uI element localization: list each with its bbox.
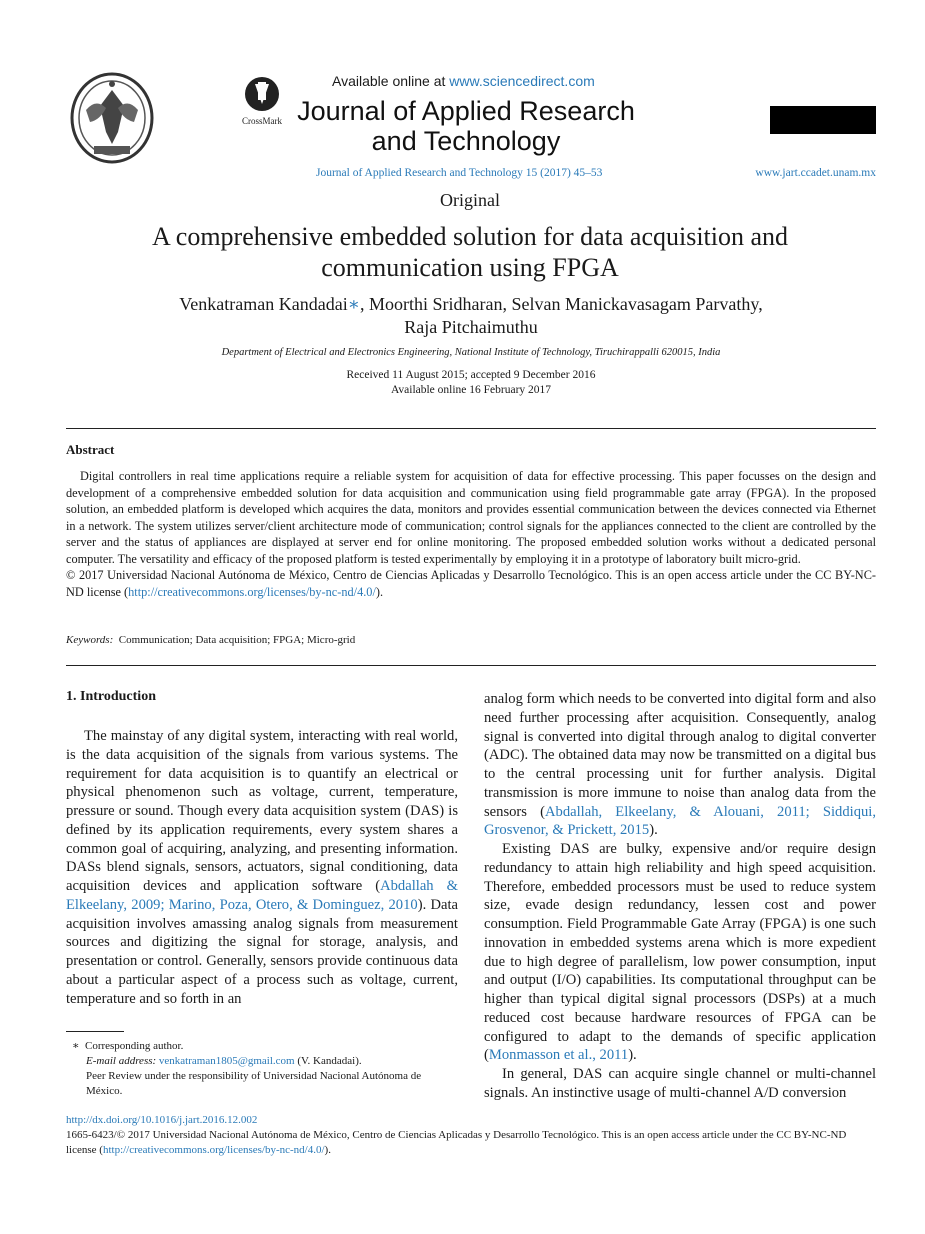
left-column [66,727,458,1008]
section-heading-introduction: 1. Introduction [66,689,156,704]
license-link[interactable]: http://creativecommons.org/licenses/by-nc-nd/4.0/ [128,584,376,599]
available-online-line [332,73,595,89]
article-dates [60,368,882,398]
received-dates: Received 11 August 2015; accepted 9 December 2016 [346,369,596,381]
crossmark-label: CrossMark [242,116,282,126]
abstract-text: Digital controllers in real time applications require a reliable system for acquisition of data for effective processing. This paper focusses on the design and development of a comprehensive embedded solution for data acquisition and communication using field programmable gate array (FPGA). In the proposed solution, an embedded platform is developed which acquires the data, monitors and provides essential communication between the devices connected via Ethernet in a network. The system utilizes server/client architecture mode of communication; control signals for the appliances connected to the client are controlled by the server and the status of appliances are displayed at server end for online monitoring. The proposed embedded solution works without a dedicated personal computer. The versatility and efficacy of the proposed platform is tested experimentally by employing it in a prototype of laboratory built micro-grid. [66,469,876,566]
journal-title [296,96,636,156]
journal-title-line1: Journal of Applied Research [297,96,635,126]
keywords [66,634,355,646]
abstract-heading: Abstract [66,442,115,457]
affiliation: Department of Electrical and Electronics Engineering, National Institute of Technology, Tiruchirappalli 620015, India [221,347,721,358]
journal-website-link[interactable]: www.jart.ccadet.unam.mx [755,167,876,179]
author-kandadai: Venkatraman Kandadai [179,294,348,314]
university-seal-logo [66,70,158,166]
bottom-license-link[interactable]: http://creativecommons.org/licenses/by-nc-nd/4.0/ [102,1144,325,1156]
intro-paragraph-3: In general, DAS can acquire single channel or multi-channel signals. An instinctive usage of multi-channel A/D conversion [484,1066,876,1101]
citation-link-monmasson[interactable]: Monmasson et al., 2011 [488,1047,629,1064]
journal-citation: Journal of Applied Research and Technology 15 (2017) 45–53 [316,167,603,179]
footnote-corresponding: ∗ Corresponding author. [72,1040,184,1052]
footnote-email: E-mail address: venkatraman1805@gmail.com (V. Kandadai). [86,1055,362,1067]
citation-link-abdallah-siddiqui[interactable]: Abdallah, Elkeelany, & Alouani, 2011; Siddiqui, Grosvenor, & Prickett, 2015 [484,803,876,839]
right-column [484,690,876,1103]
intro-paragraph-2: Existing DAS are bulky, expensive and/or require design redundancy to attain high reliability and high speed acquisition. Therefore, embedded processors must be used to reduce system size, evade design redundancy, lessen cost and power consumption. Field Programmable Gate Array (FPGA) is one such innovation in embedded systems arena which is more expedient due to high degree of parallelism, low power consumption, input and output (I/O) capabilities. Its computational throughput can be higher than typical digital signal processors (DSPs) at a much reduced cost because hardware resources of FPGA can be configured to adapt to the demands of specific application (Monmasson et al., 2011). [484,841,876,1064]
corresponding-author-marker[interactable]: ∗ [347,294,360,314]
issn-copyright: 1665-6423/© 2017 Universidad Nacional Autónoma de México, Centro de Ciencias Aplicadas y Desarrollo Tecnológico. This is an open access article under the CC BY-NC-ND license (http://creativecommons.org/licenses/by-nc-nd/4.0/). [66,1129,847,1156]
author-pitchaimuthu: Raja Pitchaimuthu [404,317,538,337]
bottom-info [66,1113,878,1158]
citation-link-abdallah-marino[interactable]: Abdallah & Elkeelany, 2009; Marino, Poza, Otero, & Dominguez, 2010 [66,878,458,913]
divider-top [66,428,876,429]
crossmark-icon[interactable] [236,74,288,130]
footnote-rule [66,1031,124,1032]
available-online-date: Available online 16 February 2017 [390,384,552,396]
author-email-link[interactable]: venkatraman1805@gmail.com [158,1055,295,1067]
article-type: Original [440,190,500,210]
footnotes [66,1039,460,1099]
intro-paragraph-1: The mainstay of any digital system, interacting with real world, is the data acquisition of the signals from various systems. The requirement for data acquisition is to quantify an electrical or physical phenomenon such as voltage, current, temperature, pressure or sound. Though every data acquisition system (DAS) is defined by its application requirements, every system shares a common goal of acquiring, analyzing, and presenting information. DASs blend signals, sensors, actuators, signal conditioning, data acquisition devices and application software (Abdallah & Elkeelany, 2009; Marino, Poza, Otero, & Dominguez, 2010). Data acquisition involves amassing analog signals from measurement sources and digitizing the signal for storage, analysis, and presentation or control. Generally, sensors provide continuous data about a particular aspect of a process such as voltage, current, temperature and so forth in an [66,728,458,1007]
sciencedirect-link[interactable]: www.sciencedirect.com [449,73,595,89]
footnote-peer-review: Peer Review under the responsibility of Universidad Nacional Autónoma de México. [86,1070,422,1097]
paper-title-line1: A comprehensive embedded solution for data acquisition and [151,222,789,251]
authors-line1-rest: , Moorthi Sridharan, Selvan Manickavasagam Parvathy, [359,294,763,314]
abstract-body [66,468,876,600]
journal-banner-image [770,106,876,134]
paper-title [100,221,840,283]
keywords-list: Communication; Data acquisition; FPGA; Micro-grid [118,634,356,646]
author-list [100,293,842,339]
intro-paragraph-1-cont: analog form which needs to be converted into digital form and also need further processing after acquisition. Consequently, analog signal is converted into digital through analog to digital converter (ADC). The obtained data may now be transmitted on a digital bus to the central processing unit for further analysis. Digital transmission is more immune to noise than analog data from the sensors (Abdallah, Elkeelany, & Alouani, 2011; Siddiqui, Grosvenor, & Prickett, 2015). [484,691,876,839]
available-prefix: Available online at [332,73,450,89]
paper-title-line2: communication using FPGA [321,253,619,282]
keywords-label: Keywords: [66,634,114,646]
abstract-copyright: © 2017 Universidad Nacional Autónoma de México, Centro de Ciencias Aplicadas y Desarrollo Tecnológico. This is an open access article under the CC BY-NC-ND license (http://creativecommons.org/licenses/by-nc-nd/4.0/). [66,568,876,599]
journal-title-line2: and Technology [371,126,561,156]
divider-bottom [66,665,876,666]
doi-link[interactable]: http://dx.doi.org/10.1016/j.jart.2016.12.002 [66,1114,258,1126]
